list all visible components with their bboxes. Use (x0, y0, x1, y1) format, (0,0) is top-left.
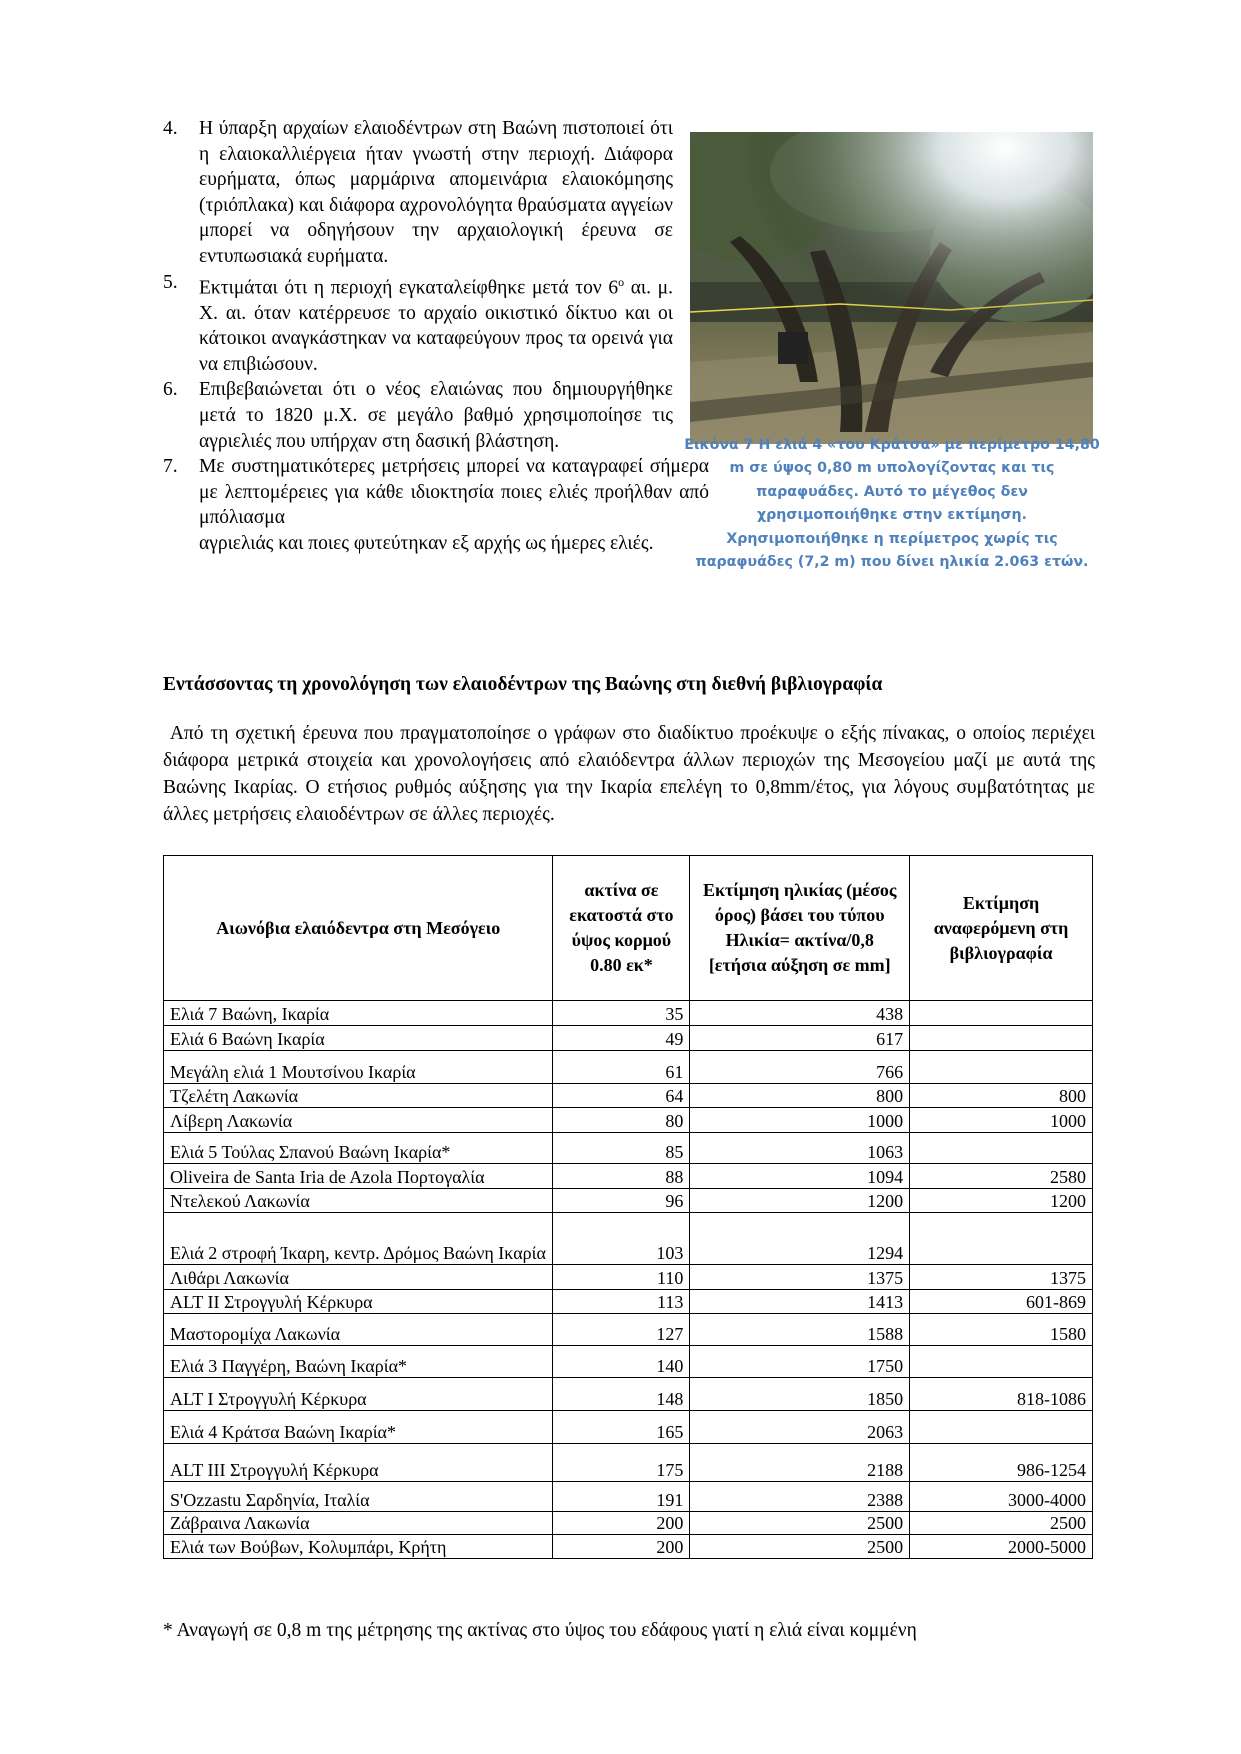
intro-paragraph (163, 720, 1095, 828)
cell-age: 1063 (690, 1133, 910, 1164)
cell-literature: 1580 (910, 1314, 1093, 1346)
cell-radius: 103 (553, 1213, 690, 1265)
list-text: Επιβεβαιώνεται ότι ο νέος ελαιώνας που δημιουργήθηκε μετά το 1820 μ.Χ. σε μεγάλο βαθμό χρησιμοποίησε τις αγριελιές που υπήρχαν στη δασική βλάστηση. (199, 379, 673, 452)
table-row (164, 1535, 1093, 1559)
cell-name: Τζελέτη Λακωνία (164, 1084, 553, 1108)
cell-name: ALT I Στρογγυλή Κέρκυρα (164, 1378, 553, 1411)
cell-name: Oliveira de Santa Iria de Azola Πορτογαλία (164, 1164, 553, 1189)
cell-radius: 175 (553, 1444, 690, 1482)
list-number: 5. (163, 271, 178, 293)
cell-age: 1750 (690, 1346, 910, 1378)
cell-literature (910, 1346, 1093, 1378)
list-text: Εκτιμάται ότι η περιοχή εγκαταλείφθηκε μετά τον 6 (199, 277, 619, 299)
cell-age: 2188 (690, 1444, 910, 1482)
cell-name: S'Ozzastu Σαρδηνία, Ιταλία (164, 1482, 553, 1512)
list-number: 4. (163, 118, 178, 139)
table-row (164, 1512, 1093, 1535)
cell-radius: 165 (553, 1411, 690, 1444)
cell-radius: 96 (553, 1189, 690, 1213)
cell-literature: 1375 (910, 1265, 1093, 1290)
cell-literature: 986-1254 (910, 1444, 1093, 1482)
table-row (164, 1001, 1093, 1026)
cell-radius: 85 (553, 1133, 690, 1164)
cell-radius: 200 (553, 1535, 690, 1559)
cell-age: 2063 (690, 1411, 910, 1444)
numbered-list (163, 116, 709, 557)
cell-name: Μαστορομίχα Λακωνία (164, 1314, 553, 1346)
column-header: ακτίνα σε εκατοστά στο ύψος κορμού 0.80 εκ* (553, 856, 690, 1001)
cell-literature: 800 (910, 1084, 1093, 1108)
cell-radius: 113 (553, 1290, 690, 1314)
cell-name: ALT II Στρογγυλή Κέρκυρα (164, 1290, 553, 1314)
cell-radius: 88 (553, 1164, 690, 1189)
cell-name: Ελιά 4 Κράτσα Βαώνη Ικαρία* (164, 1411, 553, 1444)
list-text: Η ύπαρξη αρχαίων ελαιοδέντρων στη Βαώνη πιστοποιεί ότι η ελαιοκαλλιέργεια ήταν γνωστή στην περιοχή. Διάφορα ευρήματα, όπως μαρμάρινα απομεινάρια ελαιοκόμησης (τριόπλακα) και διάφορα αχρονολόγητα θραύσματα αγγείων μπορεί να οδηγήσουν την αρχαιολογική έρευνα σε εντυπωσιακά ευρήματα. (199, 118, 673, 267)
cell-radius: 191 (553, 1482, 690, 1512)
footnote: * Αναγωγή σε 0,8 m της μέτρησης της ακτίνας στο ύψος του εδάφους γιατί η ελιά είναι κομμένη (163, 1620, 917, 1641)
cell-literature: 601-869 (910, 1290, 1093, 1314)
cell-literature: 1000 (910, 1108, 1093, 1133)
table-row (164, 1290, 1093, 1314)
cell-radius: 64 (553, 1084, 690, 1108)
section-heading: Εντάσσοντας τη χρονολόγηση των ελαιοδέντρων της Βαώνης στη διεθνή βιβλιογραφία (163, 674, 883, 695)
table-row (164, 1378, 1093, 1411)
cell-literature (910, 1001, 1093, 1026)
superscript: ο (618, 274, 625, 289)
table-row (164, 1444, 1093, 1482)
cell-age: 2388 (690, 1482, 910, 1512)
table-row (164, 1346, 1093, 1378)
cell-literature: 818-1086 (910, 1378, 1093, 1411)
olive-trees-table (163, 855, 1093, 1559)
cell-age: 800 (690, 1084, 910, 1108)
table-row (164, 1108, 1093, 1133)
column-header: Εκτίμηση ηλικίας (μέσος όρος) βάσει του τύπου Ηλικία= ακτίνα/0,8 [ετήσια αύξηση σε mm] (690, 856, 910, 1001)
cell-literature (910, 1051, 1093, 1084)
cell-literature: 1200 (910, 1189, 1093, 1213)
cell-age: 1588 (690, 1314, 910, 1346)
cell-name: Λίβερη Λακωνία (164, 1108, 553, 1133)
cell-name: Λιθάρι Λακωνία (164, 1265, 553, 1290)
cell-name: Ελιά των Βούβων, Κολυμπάρι, Κρήτη (164, 1535, 553, 1559)
cell-literature (910, 1213, 1093, 1265)
olive-tree-image (690, 132, 1093, 444)
cell-radius: 61 (553, 1051, 690, 1084)
cell-name: Ντελεκού Λακωνία (164, 1189, 553, 1213)
list-number: 6. (163, 379, 178, 401)
cell-radius: 35 (553, 1001, 690, 1026)
table-row (164, 1026, 1093, 1051)
cell-literature: 3000-4000 (910, 1482, 1093, 1512)
cell-name: Ζάβραινα Λακωνία (164, 1512, 553, 1535)
table-row (164, 1411, 1093, 1444)
cell-radius: 148 (553, 1378, 690, 1411)
cell-age: 1000 (690, 1108, 910, 1133)
cell-name: Ελιά 6 Βαώνη Ικαρία (164, 1026, 553, 1051)
cell-age: 2500 (690, 1512, 910, 1535)
table-header-row (164, 856, 1093, 1001)
list-item (163, 116, 673, 270)
cell-age: 1094 (690, 1164, 910, 1189)
table-row (164, 1314, 1093, 1346)
cell-radius: 200 (553, 1512, 690, 1535)
cell-age: 1850 (690, 1378, 910, 1411)
cell-age: 617 (690, 1026, 910, 1051)
cell-age: 766 (690, 1051, 910, 1084)
cell-radius: 110 (553, 1265, 690, 1290)
cell-age: 1413 (690, 1290, 910, 1314)
cell-literature: 2580 (910, 1164, 1093, 1189)
cell-age: 1200 (690, 1189, 910, 1213)
cell-radius: 140 (553, 1346, 690, 1378)
olive-tree-photo (690, 132, 1093, 444)
table-row (164, 1051, 1093, 1084)
cell-radius: 49 (553, 1026, 690, 1051)
table-row (164, 1084, 1093, 1108)
list-text: αι. μ. Χ. αι. όταν κατέρρευσε το αρχαίο οικιστικό δίκτυο και οι κάτοικοι αναγκάστηκαν να καταφεύγουν προς τα ορεινά για να επιβιώσουν. (199, 277, 673, 375)
column-header: Αιωνόβια ελαιόδεντρα στη Μεσόγειο (164, 856, 553, 1001)
list-text-tail: αγριελιάς και ποιες φυτεύτηκαν εξ αρχής ως ήμερες ελιές. (199, 533, 654, 554)
cell-name: ALT III Στρογγυλή Κέρκυρα (164, 1444, 553, 1482)
cell-radius: 80 (553, 1108, 690, 1133)
cell-literature: 2500 (910, 1512, 1093, 1535)
cell-name: Ελιά 3 Παγγέρη, Βαώνη Ικαρία* (164, 1346, 553, 1378)
table-row (164, 1482, 1093, 1512)
table-row (164, 1133, 1093, 1164)
intro-paragraph-text: Από τη σχετική έρευνα που πραγματοποίησε ο γράφων στο διαδίκτυο προέκυψε ο εξής πίνακας, ο οποίος περιέχει διάφορα μετρικά στοιχεία και χρονολογήσεις από ελαιόδεντρα άλλων περιοχών της Μεσογείου μαζί με αυτά της Βαώνης Ικαρίας. Ο ετήσιος ρυθμός αύξησης για την Ικαρία επελέγη το 0,8mm/έτος, για λόγους συμβατότητας με άλλες μετρήσεις ελαιοδέντρων σε άλλες περιοχές. (163, 723, 1096, 825)
list-item (163, 454, 709, 531)
cell-literature (910, 1411, 1093, 1444)
cell-name: Ελιά 5 Τούλας Σπανού Βαώνη Ικαρία* (164, 1133, 553, 1164)
table-row (164, 1213, 1093, 1265)
table-row (164, 1265, 1093, 1290)
list-text: Με συστηματικότερες μετρήσεις μπορεί να καταγραφεί σήμερα με λεπτομέρειες για κάθε ιδιοκτησία ποιες ελιές προήλθαν από μπόλιασμα (199, 456, 709, 529)
cell-name: Ελιά 7 Βαώνη, Ικαρία (164, 1001, 553, 1026)
figure-caption: Εικόνα 7 Η ελιά 4 «του Κράτσα» με περίμετρο 14,80 m σε ύψος 0,80 m υπολογίζοντας και τις παραφυάδες. Αυτό το μέγεθος δεν χρησιμοποιήθηκε στην εκτίμηση. Χρησιμοποιήθηκε η περίμετρος χωρίς τις παραφυάδες (7,2 m) που δίνει ηλικία 2.063 ετών. (684, 437, 1100, 571)
cell-age: 1294 (690, 1213, 910, 1265)
list-item (163, 270, 673, 378)
cell-name: Μεγάλη ελιά 1 Μουτσίνου Ικαρία (164, 1051, 553, 1084)
cell-age: 438 (690, 1001, 910, 1026)
cell-radius: 127 (553, 1314, 690, 1346)
cell-age: 1375 (690, 1265, 910, 1290)
cell-literature (910, 1026, 1093, 1051)
list-number: 7. (163, 456, 178, 478)
cell-name: Ελιά 2 στροφή Ίκαρη, κεντρ. Δρόμος Βαώνη Ικαρία (164, 1213, 553, 1265)
table-body (164, 1001, 1093, 1559)
list-item (163, 377, 673, 454)
cell-literature (910, 1133, 1093, 1164)
column-header: Εκτίμηση αναφερόμενη στη βιβλιογραφία (910, 856, 1093, 1001)
cell-age: 2500 (690, 1535, 910, 1559)
table-row (164, 1189, 1093, 1213)
cell-literature: 2000-5000 (910, 1535, 1093, 1559)
table-row (164, 1164, 1093, 1189)
